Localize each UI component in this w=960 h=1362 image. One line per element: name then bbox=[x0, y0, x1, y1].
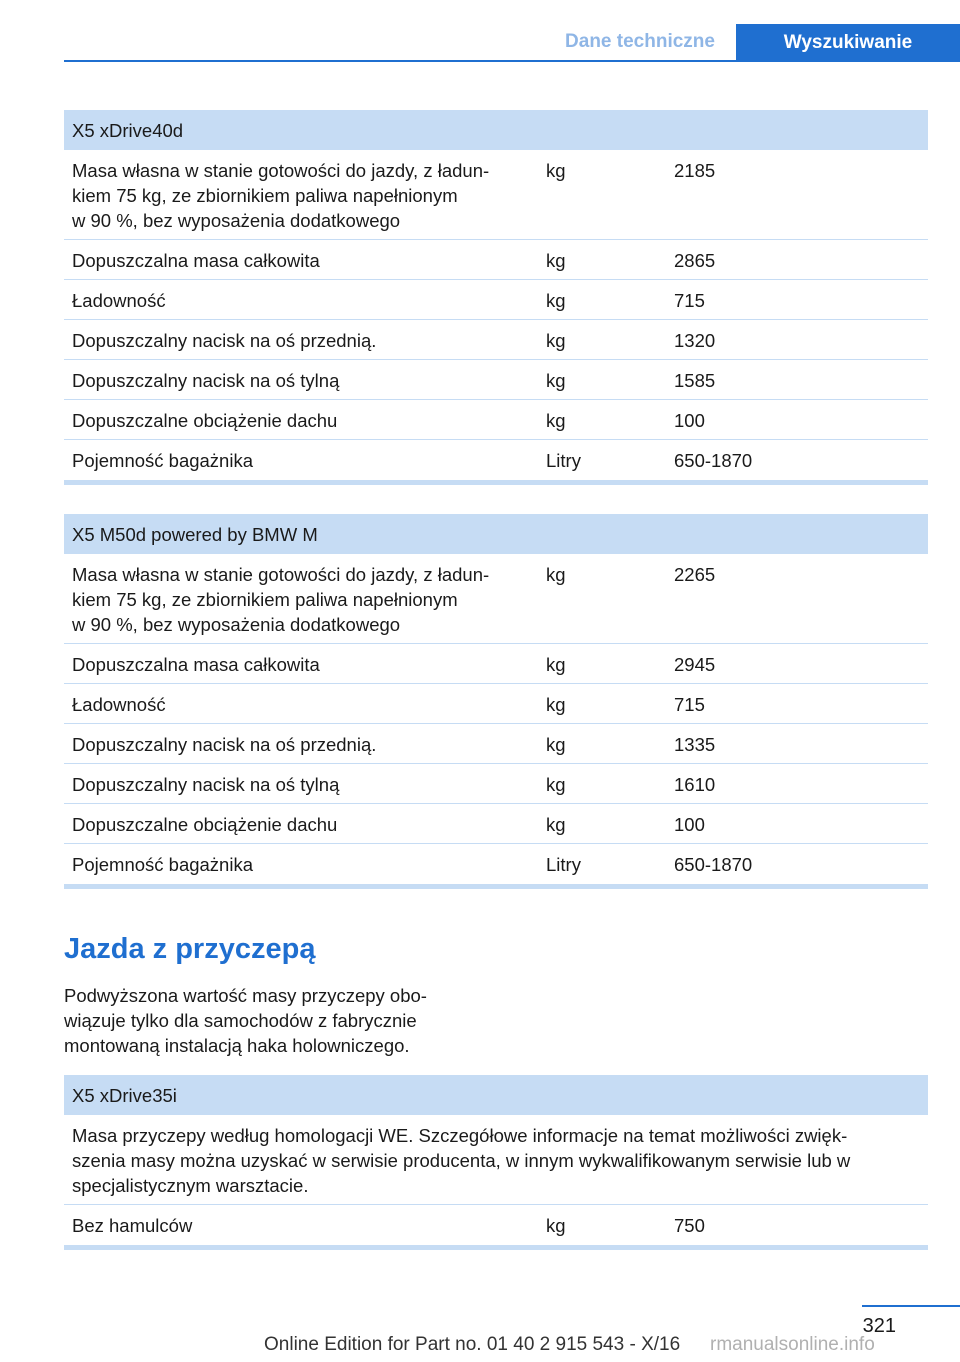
row-unit: kg bbox=[546, 370, 566, 391]
tab-dane-techniczne[interactable]: Dane techniczne bbox=[565, 31, 715, 52]
page-number: 321 bbox=[862, 1315, 896, 1337]
row-label: Dopuszczalne obciążenie dachu bbox=[72, 410, 338, 431]
table-note: Masa przyczepy według homologacji WE. Szczegółowe informacje na temat możliwości zwięk- szenia masy można uzyskać w serwisie producenta, w innym wykwalifikowanym serwisie lub w specjalistycznym warsztacie. bbox=[72, 1125, 851, 1196]
row-unit: kg bbox=[546, 1215, 566, 1236]
table-row bbox=[64, 360, 928, 400]
row-label: Dopuszczalny nacisk na oś tylną bbox=[72, 774, 340, 795]
table-row bbox=[64, 684, 928, 724]
footer-rule bbox=[862, 1305, 960, 1307]
table-row bbox=[64, 644, 928, 684]
row-label: Ładowność bbox=[72, 694, 166, 715]
section-title: Jazda z przyczepą bbox=[64, 933, 316, 965]
spec-table-m50d bbox=[64, 514, 928, 889]
row-unit: kg bbox=[546, 290, 566, 311]
row-value: 1320 bbox=[674, 330, 716, 351]
row-label: Masa własna w stanie gotowości do jazdy, z ładun- kiem 75 kg, ze zbiornikiem paliwa napełnionym w 90 %, bez wyposażenia dodatkowego bbox=[72, 160, 490, 231]
row-unit: kg bbox=[546, 330, 566, 351]
row-unit: Litry bbox=[546, 450, 581, 471]
row-label: Pojemność bagażnika bbox=[72, 854, 253, 875]
row-label: Pojemność bagażnika bbox=[72, 450, 253, 471]
table-note-row bbox=[64, 1115, 928, 1205]
row-unit: kg bbox=[546, 734, 566, 755]
row-label: Ładowność bbox=[72, 290, 166, 311]
table-bottom-rule bbox=[64, 1245, 928, 1250]
row-value: 2865 bbox=[674, 250, 716, 271]
edition-text: Online Edition for Part no. 01 40 2 915 543 - X/16 bbox=[264, 1334, 681, 1355]
row-unit: kg bbox=[546, 410, 566, 431]
table-row bbox=[64, 240, 928, 280]
row-label: Dopuszczalny nacisk na oś przednią. bbox=[72, 330, 377, 351]
row-value: 715 bbox=[674, 290, 705, 311]
row-value: 715 bbox=[674, 694, 705, 715]
trailer-table-xdrive35i bbox=[64, 1075, 928, 1250]
table-title: X5 xDrive40d bbox=[64, 110, 928, 150]
row-value: 2185 bbox=[674, 160, 716, 181]
row-unit: kg bbox=[546, 694, 566, 715]
table-row bbox=[64, 400, 928, 440]
row-value: 2265 bbox=[674, 564, 716, 585]
row-value: 750 bbox=[674, 1215, 705, 1236]
table-row bbox=[64, 440, 928, 480]
row-unit: kg bbox=[546, 160, 566, 181]
row-value: 1585 bbox=[674, 370, 716, 391]
row-value: 650-1870 bbox=[674, 854, 753, 875]
row-unit: kg bbox=[546, 654, 566, 675]
row-label: Bez hamulców bbox=[72, 1215, 193, 1236]
table-bottom-rule bbox=[64, 884, 928, 889]
row-unit: kg bbox=[546, 250, 566, 271]
header-rule bbox=[64, 60, 960, 62]
row-value: 650-1870 bbox=[674, 450, 753, 471]
row-unit: kg bbox=[546, 814, 566, 835]
row-value: 100 bbox=[674, 814, 705, 835]
row-value: 1335 bbox=[674, 734, 716, 755]
table-row bbox=[64, 724, 928, 764]
row-label: Dopuszczalny nacisk na oś przednią. bbox=[72, 734, 377, 755]
row-value: 100 bbox=[674, 410, 705, 431]
row-value: 1610 bbox=[674, 774, 716, 795]
row-value: 2945 bbox=[674, 654, 716, 675]
row-label: Dopuszczalna masa całkowita bbox=[72, 654, 320, 675]
row-label: Dopuszczalne obciążenie dachu bbox=[72, 814, 338, 835]
row-unit: Litry bbox=[546, 854, 581, 875]
table-row bbox=[64, 804, 928, 844]
table-title: X5 xDrive35i bbox=[64, 1075, 928, 1115]
table-row bbox=[64, 150, 928, 240]
table-row bbox=[64, 554, 928, 644]
table-row bbox=[64, 844, 928, 884]
tab-wyszukiwanie[interactable]: Wyszukiwanie bbox=[736, 24, 960, 62]
row-unit: kg bbox=[546, 774, 566, 795]
spec-table-xdrive40d bbox=[64, 110, 928, 485]
table-row bbox=[64, 1205, 928, 1245]
row-label: Dopuszczalna masa całkowita bbox=[72, 250, 320, 271]
section-text: Podwyższona wartość masy przyczepy obo- wiązuje tylko dla samochodów z fabrycznie montowaną instalacją haka holowniczego. bbox=[64, 985, 427, 1056]
table-row bbox=[64, 280, 928, 320]
row-label: Dopuszczalny nacisk na oś tylną bbox=[72, 370, 340, 391]
row-unit: kg bbox=[546, 564, 566, 585]
row-label: Masa własna w stanie gotowości do jazdy, z ładun- kiem 75 kg, ze zbiornikiem paliwa napełnionym w 90 %, bez wyposażenia dodatkowego bbox=[72, 564, 490, 635]
watermark: rmanualsonline.info bbox=[710, 1334, 875, 1355]
table-row bbox=[64, 764, 928, 804]
table-title: X5 M50d powered by BMW M bbox=[64, 514, 928, 554]
table-row bbox=[64, 320, 928, 360]
table-bottom-rule bbox=[64, 480, 928, 485]
